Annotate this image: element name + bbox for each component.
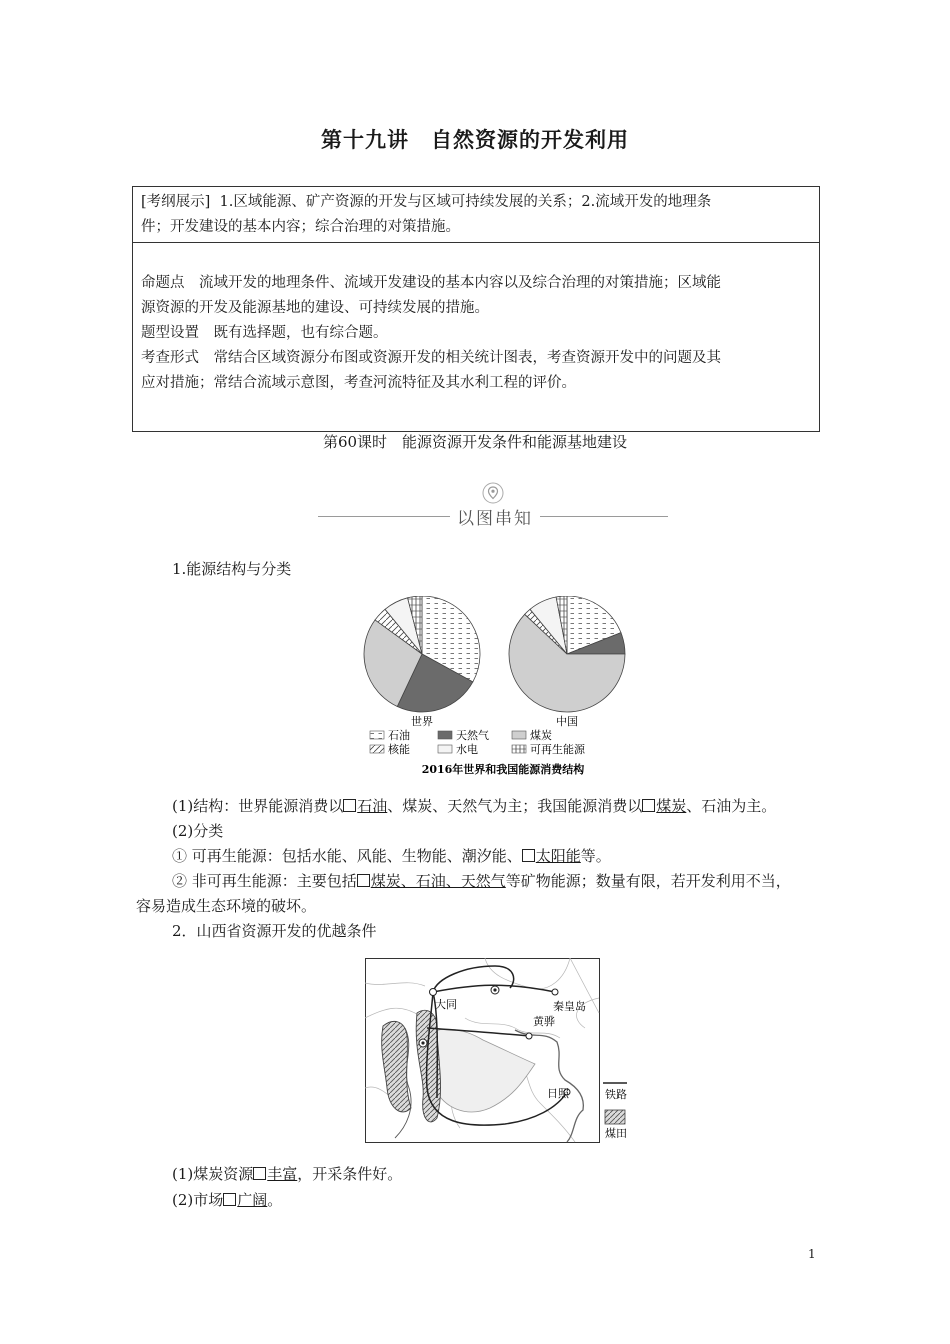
pie-label-china: 中国 — [556, 715, 578, 728]
legend-swatch-gas — [438, 731, 452, 739]
exam-line-4: 考查形式 常结合区域资源分布图或资源开发的相关统计图表，考查资源开发中的问题及其 — [141, 350, 721, 366]
map-label-rizhao: 日照 — [547, 1087, 569, 1100]
city-marker-huanghua — [526, 1033, 532, 1039]
page-number: 1 — [808, 1247, 816, 1261]
answer-box-icon — [357, 874, 370, 887]
legend-rail-label: 铁路 — [605, 1088, 627, 1101]
figure-1-caption: 2016年世界和我国能源消费结构 — [421, 763, 585, 776]
legend-swatch-oil — [370, 731, 384, 739]
shanxi-resource-map — [365, 958, 635, 1143]
answer-box-icon — [522, 849, 535, 862]
outline-tag: [考纲展示] — [141, 194, 211, 210]
section-1-heading: 1.能源结构与分类 — [172, 560, 292, 578]
answer-solar: 太阳能 — [535, 847, 581, 865]
outline-line-2: 件；开发建设的基本内容；综合治理的对策措施。 — [141, 219, 460, 235]
map-label-qinhuangdao: 秦皇岛 — [553, 1000, 586, 1013]
legend-renewable: 可再生能源 — [530, 743, 585, 756]
condition-1: (1)煤炭资源 丰富，开采条件好。 — [172, 1165, 403, 1183]
condition-2: (2)市场 广阔。 — [172, 1191, 283, 1209]
city-marker-datong — [430, 989, 437, 996]
answer-fossil: 煤炭、石油、天然气 — [370, 872, 506, 890]
renewable-line: ① 可再生能源：包括水能、风能、生物能、潮汐能、 太阳能等。 — [172, 847, 611, 865]
answer-box-icon — [223, 1193, 236, 1206]
page-title: 第十九讲 自然资源的开发利用 — [321, 128, 629, 152]
location-pin-icon — [482, 482, 504, 504]
pie-world — [364, 596, 480, 712]
legend-swatch-coal — [512, 731, 526, 739]
banner-line-right — [540, 516, 668, 517]
section-2-heading: 2．山西省资源开发的优越条件 — [172, 922, 377, 940]
legend-coalfield-swatch — [605, 1110, 625, 1124]
answer-oil: 石油 — [357, 797, 388, 815]
banner-line-left — [318, 516, 450, 517]
map-label-huanghua: 黄骅 — [533, 1015, 555, 1028]
city-marker-qinhuangdao — [552, 989, 558, 995]
exam-line-2: 源资源的开发及能源基地的建设、可持续发展的措施。 — [141, 300, 489, 316]
exam-line-1: 命题点 流域开发的地理条件、流域开发建设的基本内容以及综合治理的对策措施；区域能 — [141, 275, 721, 291]
banner-title: 以图串知 — [457, 509, 533, 529]
legend-swatch-renewable — [512, 745, 526, 753]
answer-coal: 煤炭 — [656, 797, 687, 815]
lesson-title: 第60课时 能源资源开发条件和能源基地建设 — [322, 433, 628, 451]
pie-legend — [370, 728, 586, 756]
nonrenewable-line-2: 容易造成生态环境的破坏。 — [136, 897, 317, 915]
answer-box-icon — [343, 799, 356, 812]
answer-rich: 丰富 — [267, 1165, 298, 1183]
answer-box-icon — [642, 799, 655, 812]
legend-coalfield-label: 煤田 — [605, 1127, 627, 1140]
legend-coal: 煤炭 — [530, 729, 552, 742]
answer-broad: 广阔 — [237, 1191, 268, 1209]
outline-line-1: [考纲展示] 1.区域能源、矿产资源的开发与区域可持续发展的关系；2.流域开发的地理条 — [141, 194, 712, 210]
outline-box — [132, 186, 820, 243]
legend-hydro: 水电 — [456, 743, 478, 756]
nonrenewable-line: ② 非可再生能源：主要包括 煤炭、石油、天然气等矿物能源；数量有限，若开发利用不当， — [172, 872, 791, 890]
exam-line-3: 题型设置 既有选择题，也有综合题。 — [141, 325, 388, 341]
structure-line: (1)结构：世界能源消费以 石油、煤炭、天然气为主；我国能源消费以 煤炭、石油为主。 — [172, 797, 777, 815]
exam-box — [132, 241, 820, 432]
legend-oil: 石油 — [388, 729, 410, 742]
energy-pie-figure — [362, 596, 644, 780]
map-label-datong: 大同 — [435, 998, 457, 1011]
legend-swatch-nuclear — [370, 745, 384, 753]
legend-gas: 天然气 — [456, 729, 489, 742]
exam-line-5: 应对措施；常结合流域示意图，考查河流特征及其水利工程的评价。 — [141, 375, 576, 391]
classify-heading: (2)分类 — [172, 822, 224, 840]
pie-label-world: 世界 — [411, 715, 433, 728]
legend-nuclear: 核能 — [388, 743, 410, 756]
pie-china — [509, 596, 625, 712]
answer-box-icon — [253, 1167, 266, 1180]
legend-swatch-hydro — [438, 745, 452, 753]
